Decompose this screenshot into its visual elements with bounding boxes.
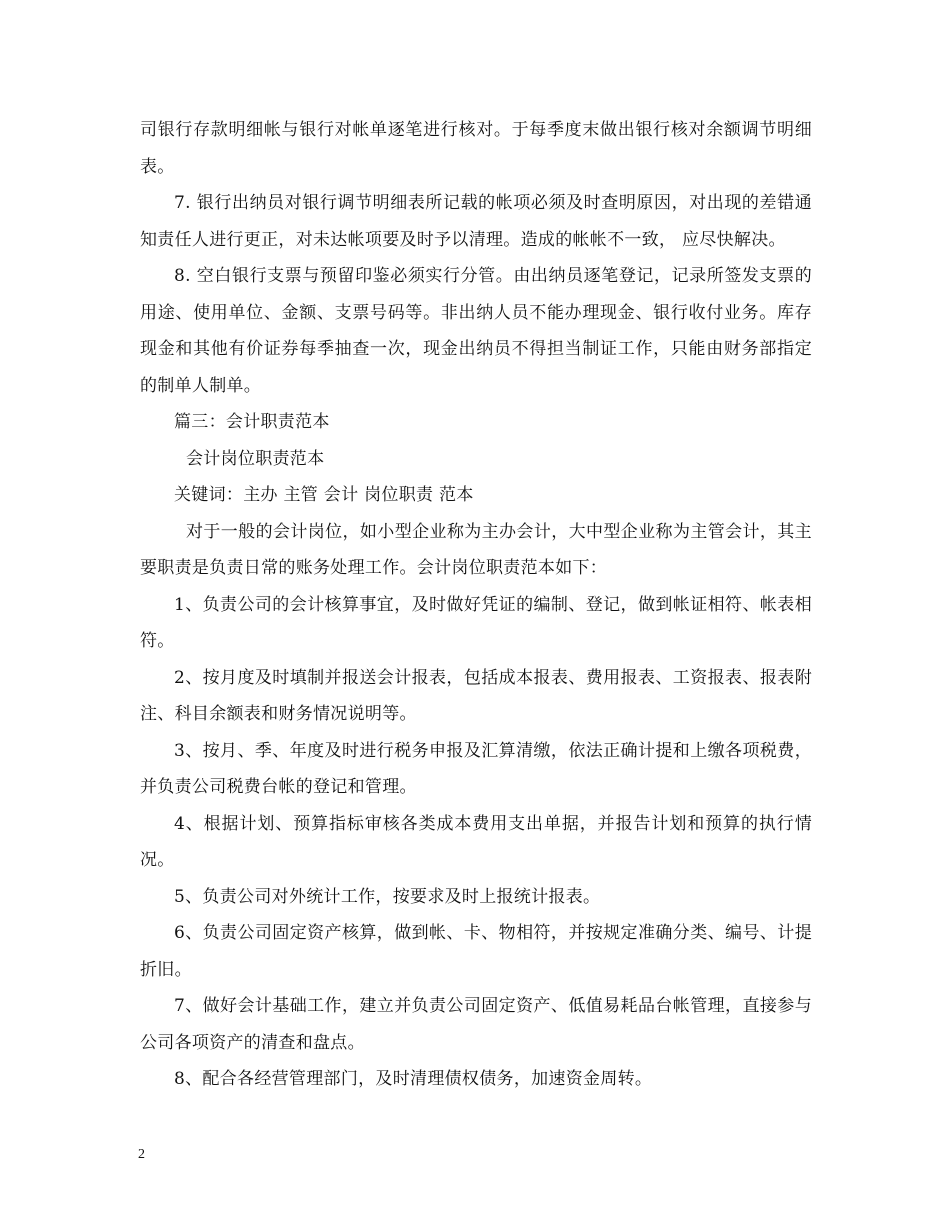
duty-item-1: 1、负责公司的会计核算事宜，及时做好凭证的编制、登记，做到帐证相符、帐表相符。 xyxy=(140,594,812,651)
section-heading: 篇三：会计职责范本 xyxy=(174,412,330,432)
paragraph-item-7: 7. 银行出纳员对银行调节明细表所记载的帐项必须及时查明原因，对出现的差错通知责任人进行更正，对未达帐项要及时予以清理。造成的帐帐不一致， 应尽快解决。 xyxy=(140,193,812,250)
paragraph-continuation: 司银行存款明细帐与银行对帐单逐笔进行核对。于每季度末做出银行核对余额调节明细表。 xyxy=(140,120,812,177)
duty-item-8: 8、配合各经营管理部门，及时清理债权债务，加速资金周转。 xyxy=(174,1069,653,1089)
keywords-line: 关键词：主办 主管 会计 岗位职责 范本 xyxy=(174,485,474,505)
paragraph-item-8: 8. 空白银行支票与预留印鉴必须实行分管。由出纳员逐笔登记，记录所签发支票的用途、使用单位、金额、支票号码等。非出纳人员不能办理现金、银行收付业务。库存现金和其他有价证券每季抽查一次，现金出纳员不得担当制证工作，只能由财务部指定的制单人制单。 xyxy=(140,266,812,396)
duty-item-7: 7、做好会计基础工作，建立并负责公司固定资产、低值易耗品台帐管理，直接参与公司各项资产的清查和盘点。 xyxy=(140,996,812,1053)
duty-item-3: 3、按月、季、年度及时进行税务申报及汇算清缴，依法正确计提和上缴各项税费，并负责公司税费台帐的登记和管理。 xyxy=(140,740,812,797)
document-body xyxy=(140,112,812,1098)
page-number: 2 xyxy=(138,1147,145,1162)
duty-item-4: 4、根据计划、预算指标审核各类成本费用支出单据，并报告计划和预算的执行情况。 xyxy=(140,813,812,870)
section-title: 会计岗位职责范本 xyxy=(186,448,325,469)
duty-item-6: 6、负责公司固定资产核算，做到帐、卡、物相符，并按规定准确分类、编号、计提折旧。 xyxy=(140,923,812,980)
duty-item-5: 5、负责公司对外统计工作，按要求及时上报统计报表。 xyxy=(174,886,601,907)
duty-item-2: 2、按月度及时填制并报送会计报表，包括成本报表、费用报表、工资报表、报表附注、科目余额表和财务情况说明等。 xyxy=(140,667,812,724)
intro-paragraph: 对于一般的会计岗位，如小型企业称为主办会计，大中型企业称为主管会计，其主要职责是负责日常的账务处理工作。会计岗位职责范本如下： xyxy=(140,521,812,578)
